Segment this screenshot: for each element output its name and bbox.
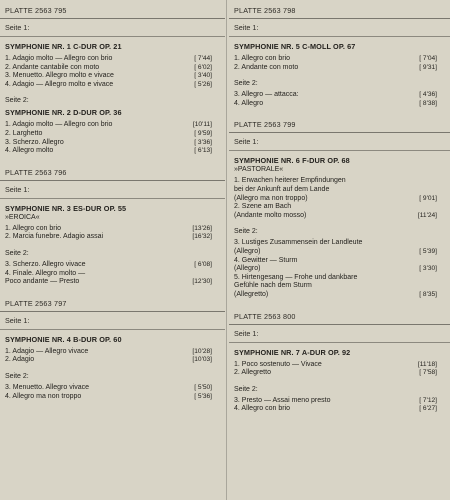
track-row (0, 348, 225, 357)
track-duration: [ 3'36] (194, 138, 212, 146)
track-list (0, 348, 225, 365)
track-list (0, 121, 225, 155)
track-list (0, 261, 225, 287)
track-list (0, 384, 225, 401)
track-title: 3. Presto — Assai meno presto (234, 396, 331, 404)
track-duration: [ 7'44] (194, 55, 212, 62)
side-1-label: Seite 1: (229, 19, 450, 37)
track-duration: [10'11] (192, 121, 212, 129)
record-spacer (229, 414, 450, 420)
track-row (0, 64, 225, 73)
track-duration: [ 6'08] (194, 260, 212, 268)
track-list (229, 239, 450, 299)
track-row (0, 139, 225, 148)
track-title: 1. Adagio molto — Allegro con brio (5, 55, 113, 62)
track-duration: [12'30] (192, 278, 212, 286)
track-duration: [ 4'36] (419, 91, 437, 99)
track-list (229, 361, 450, 378)
track-row (0, 384, 225, 393)
track-list (229, 177, 450, 220)
track-row (0, 225, 225, 234)
track-title: 1. Allegro con brio (234, 55, 291, 62)
track-row (0, 393, 225, 402)
track-row (0, 72, 225, 81)
track-duration: [10'03] (192, 356, 212, 364)
side-1-label: Seite 1: (0, 312, 225, 330)
track-title: 2. Andante con moto (234, 63, 299, 71)
track-duration: [ 9'59] (194, 129, 212, 137)
track-title: 4. Adagio — Allegro molto e vivace (5, 80, 114, 88)
track-duration: [ 8'35] (419, 290, 437, 298)
track-title: 3. Menuetto. Allegro vivace (5, 383, 90, 391)
track-duration: [ 3'30] (419, 265, 437, 273)
track-title: 1. Adagio — Allegro vivace (5, 347, 89, 355)
track-list (229, 91, 450, 108)
track-row (229, 91, 450, 100)
side-1-label: Seite 1: (0, 19, 225, 37)
track-title: 4. Allegro (234, 99, 264, 107)
track-title: 1. Adagio molto — Allegro con brio (5, 121, 113, 129)
track-duration: [10'28] (192, 347, 212, 355)
track-duration: [ 7'12] (419, 396, 437, 404)
record-number: PLATTE 2563 798 (229, 0, 450, 19)
track-title: 3. Scherzo. Allegro (5, 138, 64, 146)
track-row (229, 361, 450, 370)
symphony-title: SYMPHONIE NR. 2 D-DUR OP. 36 (5, 108, 122, 118)
side-1-label: Seite 1: (229, 325, 450, 343)
track-duration: [ 9'01] (419, 194, 437, 202)
track-duration: [ 9'31] (419, 63, 437, 71)
column-divider (226, 0, 227, 500)
track-list (229, 397, 450, 414)
track-row (229, 203, 450, 220)
record-number: PLATTE 2563 795 (0, 0, 225, 19)
track-row (229, 397, 450, 406)
track-list (0, 55, 225, 89)
track-row (229, 100, 450, 109)
left-column (0, 0, 225, 407)
track-row (0, 147, 225, 156)
track-duration: [11'24] (417, 211, 437, 219)
track-row (0, 121, 225, 130)
track-duration: [ 8'38] (419, 99, 437, 107)
track-duration: [ 6'13] (194, 147, 212, 155)
track-duration: [16'32] (192, 233, 212, 241)
track-title: 4. Gewitter — Sturm (Allegro) (234, 256, 298, 273)
track-title: 1. Erwachen heiterer Empfindungen bei der Ankunft auf dem Lande (Allegro ma non troppo) (234, 177, 346, 202)
record-spacer (0, 401, 225, 407)
track-row (229, 239, 450, 256)
track-row (229, 369, 450, 378)
symphony-title: SYMPHONIE NR. 5 C-MOLL OP. 67 (234, 42, 356, 51)
track-title: 3. Menuetto. Allegro molto e vivace (5, 72, 114, 80)
track-title: 3. Allegro — attacca: (234, 91, 299, 99)
track-list (229, 55, 450, 72)
track-duration: [11'18] (417, 360, 437, 368)
track-row (0, 55, 225, 64)
track-row (0, 261, 225, 270)
track-title: 3. Scherzo. Allegro vivace (5, 260, 86, 268)
track-duration: [ 6'27] (419, 405, 437, 413)
track-duration: [ 5'36] (194, 392, 212, 400)
track-row (229, 55, 450, 64)
track-duration: [ 7'04] (419, 55, 437, 62)
track-title: 2. Adagio (5, 356, 35, 364)
side-2-label: Seite 2: (5, 249, 29, 257)
track-title: 4. Finale. Allegro molto — Poco andante — Presto (5, 269, 86, 286)
symphony-title: SYMPHONIE NR. 6 F-DUR OP. 68 (234, 156, 350, 166)
side-1-label: Seite 1: (229, 133, 450, 151)
side-1-label: Seite 1: (0, 181, 225, 199)
symphony-title: SYMPHONIE NR. 4 B-DUR OP. 60 (5, 334, 122, 344)
track-title: 1. Allegro con brio (5, 224, 62, 232)
track-row (0, 81, 225, 90)
symphony-title: SYMPHONIE NR. 3 ES-DUR OP. 55 (5, 203, 127, 213)
right-column (229, 0, 450, 420)
symphony-subtitle: »EROICA« (5, 213, 40, 221)
track-title: 4. Allegro molto (5, 147, 54, 155)
side-2-label: Seite 2: (5, 97, 29, 105)
track-duration: [ 7'58] (419, 369, 437, 377)
track-title: 3. Lustiges Zusammensein der Landleute (Allegro) (234, 239, 363, 255)
track-row (229, 274, 450, 300)
track-row (229, 405, 450, 414)
track-row (0, 270, 225, 287)
track-duration: [ 5'26] (194, 80, 212, 88)
record-number: PLATTE 2563 797 (0, 293, 225, 312)
side-2-label: Seite 2: (234, 385, 258, 393)
track-title: 1. Poco sostenuto — Vivace (234, 360, 322, 368)
symphony-title: SYMPHONIE NR. 7 A-DUR OP. 92 (234, 347, 351, 357)
track-row (0, 233, 225, 242)
track-row (0, 130, 225, 139)
track-row (229, 257, 450, 274)
side-2-label: Seite 2: (5, 372, 29, 380)
track-list (0, 225, 225, 242)
record-number: PLATTE 2563 800 (229, 306, 450, 325)
track-title: 2. Szene am Bach (Andante molto mosso) (234, 203, 307, 219)
track-title: 4. Allegro ma non troppo (5, 392, 82, 400)
track-row (229, 64, 450, 73)
track-duration: [13'26] (192, 224, 212, 232)
track-title: 2. Marcia funebre. Adagio assai (5, 233, 104, 241)
record-number: PLATTE 2563 796 (0, 162, 225, 181)
track-title: 5. Hirtengesang — Frohe und dankbare Gefühle nach dem Sturm (Allegretto) (234, 273, 358, 298)
record-number: PLATTE 2563 799 (229, 114, 450, 133)
track-row (0, 356, 225, 365)
symphony-title: SYMPHONIE NR. 1 C-DUR OP. 21 (5, 42, 122, 51)
track-duration: [ 5'50] (194, 383, 212, 391)
side-2-label: Seite 2: (234, 80, 258, 88)
track-duration: [ 6'02] (194, 63, 212, 71)
side-2-label: Seite 2: (234, 228, 258, 236)
track-title: 2. Andante cantabile con moto (5, 63, 100, 71)
track-title: 2. Allegretto (234, 369, 271, 377)
track-title: 2. Larghetto (5, 129, 43, 137)
track-duration: [ 5'39] (419, 247, 437, 255)
track-row (229, 177, 450, 203)
track-title: 4. Allegro con brio (234, 405, 291, 413)
track-duration: [ 3'40] (194, 72, 212, 80)
symphony-subtitle: »PASTORALE« (234, 166, 284, 174)
